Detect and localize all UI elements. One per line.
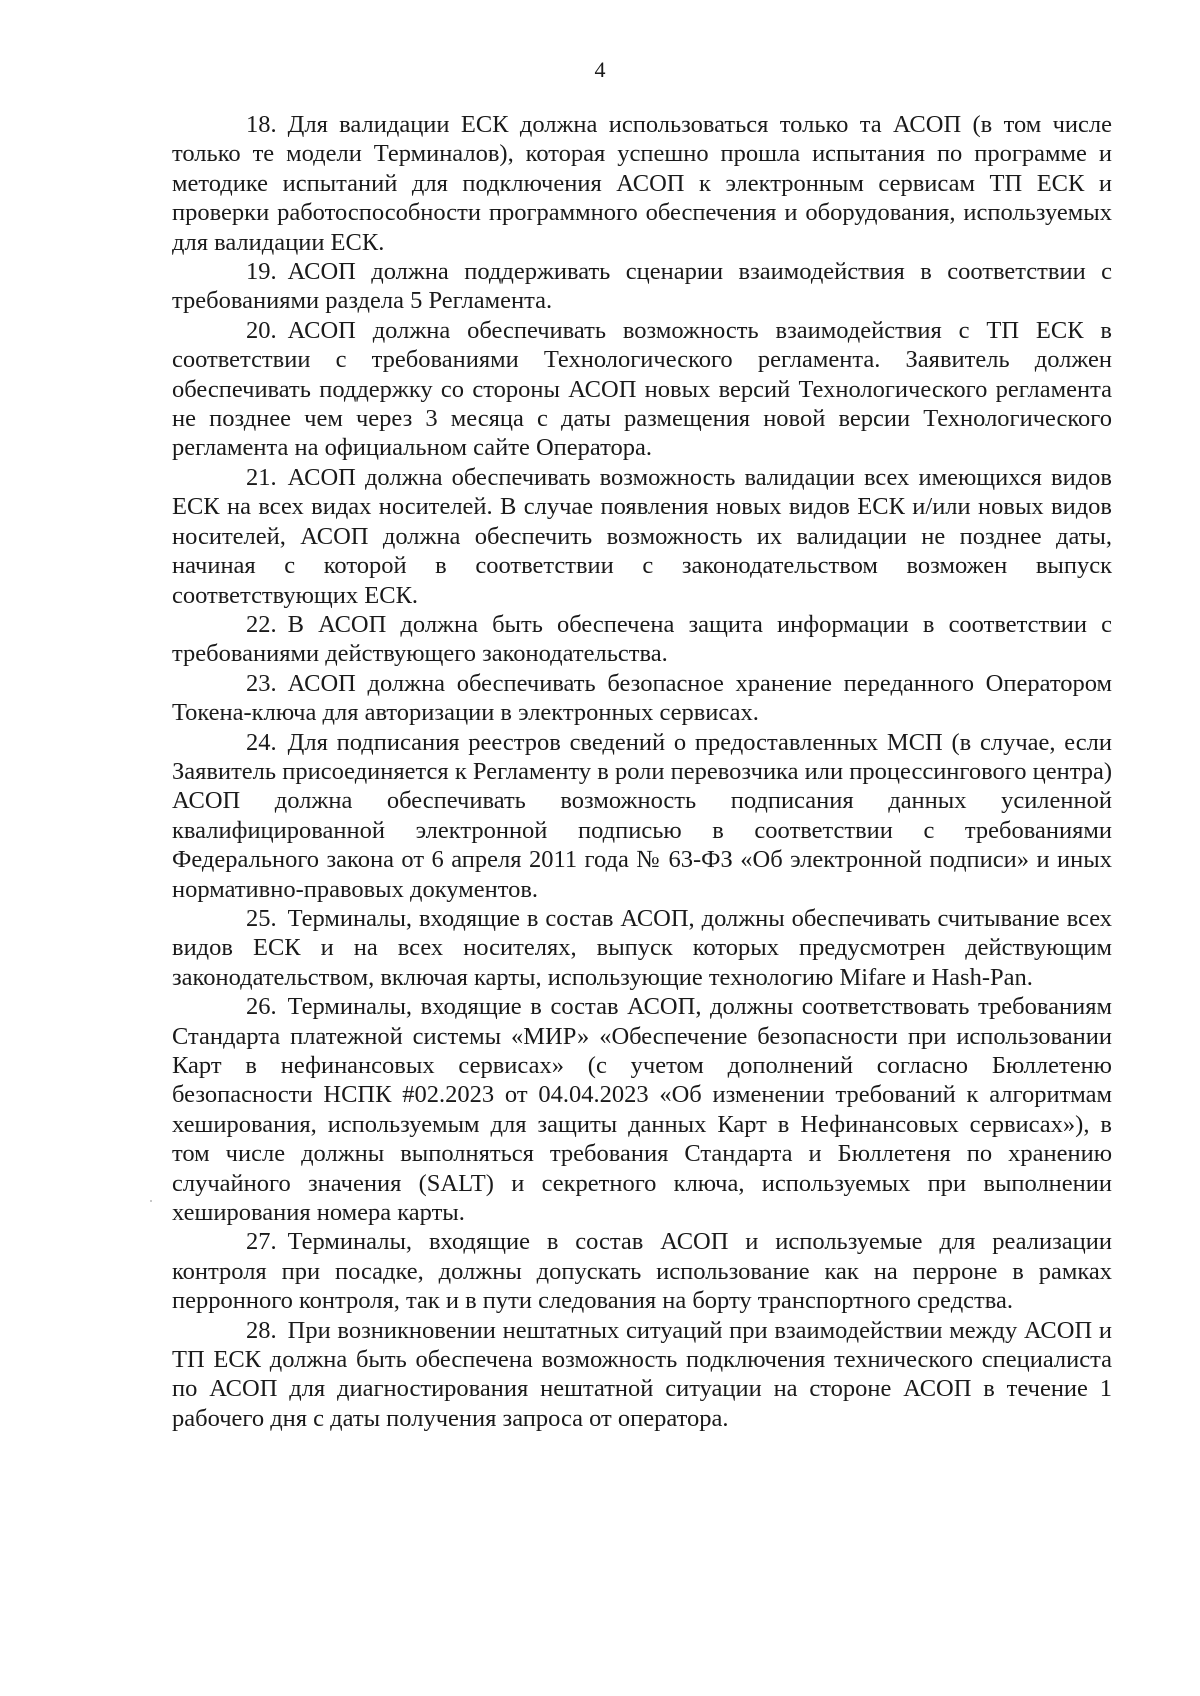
paragraph-text: В АСОП должна быть обеспечена защита информации в соответствии с требованиями действующего законодательства.	[172, 610, 1112, 668]
paragraph-number: 19.	[246, 258, 277, 286]
paragraph-number: 27.	[246, 1228, 277, 1256]
paragraph-number: 20.	[246, 316, 277, 344]
paragraph-text: Терминалы, входящие в состав АСОП и используемые для реализации контроля при посадке, должны допускать использование как на перроне в рамках перронного контроля, так и в пути следования на борту транспортного средства.	[172, 1228, 1112, 1315]
paragraph-text: АСОП должна поддерживать сценарии взаимодействия в соответствии с требованиями раздела 5 Регламента.	[172, 258, 1112, 315]
scan-speck	[150, 1200, 152, 1202]
document-body	[172, 110, 1112, 1433]
paragraph-24	[172, 728, 1112, 904]
paragraph-text: Терминалы, входящие в состав АСОП, должны обеспечивать считывание всех видов ЕСК и на всех носителях, выпуск которых предусмотрен действующим законодательством, включая карты, использующие технологию Mifare и Hash-Pan.	[172, 904, 1112, 991]
paragraph-23	[172, 669, 1112, 728]
paragraph-18	[172, 110, 1112, 257]
paragraph-27	[172, 1227, 1112, 1315]
paragraph-number: 26.	[246, 993, 277, 1021]
page-number: 4	[594, 57, 606, 82]
paragraph-text: АСОП должна обеспечивать безопасное хранение переданного Оператором Токена-ключа для авторизации в электронных сервисах.	[172, 669, 1112, 727]
paragraph-28	[172, 1316, 1112, 1434]
paragraph-26	[172, 992, 1112, 1227]
paragraph-text: Для валидации ЕСК должна использоваться только та АСОП (в том числе только те модели Терминалов), которая успешно прошла испытания по программе и методике испытаний для подключения АСОП к электронным сервисам ТП ЕСК и проверки работоспособности программного обеспечения и оборудования, используемых для валидации ЕСК.	[172, 111, 1112, 256]
paragraph-number: 25.	[246, 904, 277, 932]
paragraph-number: 28.	[246, 1316, 277, 1344]
paragraph-text: АСОП должна обеспечивать возможность валидации всех имеющихся видов ЕСК на всех видах носителей. В случае появления новых видов ЕСК и/или новых видов носителей, АСОП должна обеспечить возможность их валидации не позднее даты, начиная с которой в соответствии с законодательством возможен выпуск соответствующих ЕСК.	[172, 463, 1112, 609]
paragraph-text: АСОП должна обеспечивать возможность взаимодействия с ТП ЕСК в соответствии с требованиями Технологического регламента. Заявитель должен обеспечивать поддержку со стороны АСОП новых версий Технологического регламента не позднее чем через 3 месяца с даты размещения новой версии Технологического регламента на официальном сайте Оператора.	[172, 316, 1112, 462]
paragraph-20	[172, 316, 1112, 463]
paragraph-25	[172, 904, 1112, 992]
paragraph-number: 21.	[246, 463, 277, 491]
paragraph-number: 22.	[246, 610, 277, 638]
paragraph-text: Терминалы, входящие в состав АСОП, должны соответствовать требованиям Стандарта платежной системы «МИР» «Обеспечение безопасности при использовании Карт в нефинансовых сервисах» (с учетом дополнений согласно Бюллетеню безопасности НСПК #02.2023 от 04.04.2023 «Об изменении требований к алгоритмам хеширования, используемым для защиты данных Карт в Нефинансовых сервисах»), в том числе должны выполняться требования Стандарта и Бюллетеня по хранению случайного значения (SALT) и секретного ключа, используемых при выполнении хеширования номера карты.	[172, 993, 1112, 1227]
paragraph-number: 23.	[246, 669, 277, 697]
paragraph-number: 18.	[246, 111, 277, 138]
paragraph-21	[172, 463, 1112, 610]
paragraph-number: 24.	[246, 728, 277, 756]
paragraph-text: При возникновении нештатных ситуаций при взаимодействии между АСОП и ТП ЕСК должна быть обеспечена возможность подключения технического специалиста по АСОП для диагностирования нештатной ситуации на стороне АСОП в течение 1 рабочего дня с даты получения запроса от оператора.	[172, 1316, 1112, 1432]
paragraph-22	[172, 610, 1112, 669]
paragraph-19	[172, 257, 1112, 316]
paragraph-text: Для подписания реестров сведений о предоставленных МСП (в случае, если Заявитель присоединяется к Регламенту в роли перевозчика или процессингового центра) АСОП должна обеспечивать возможность подписания данных усиленной квалифицированной электронной подписью в соответствии с требованиями Федерального закона от 6 апреля 2011 года № 63-ФЗ «Об электронной подписи» и иных нормативно-правовых документов.	[172, 728, 1112, 903]
